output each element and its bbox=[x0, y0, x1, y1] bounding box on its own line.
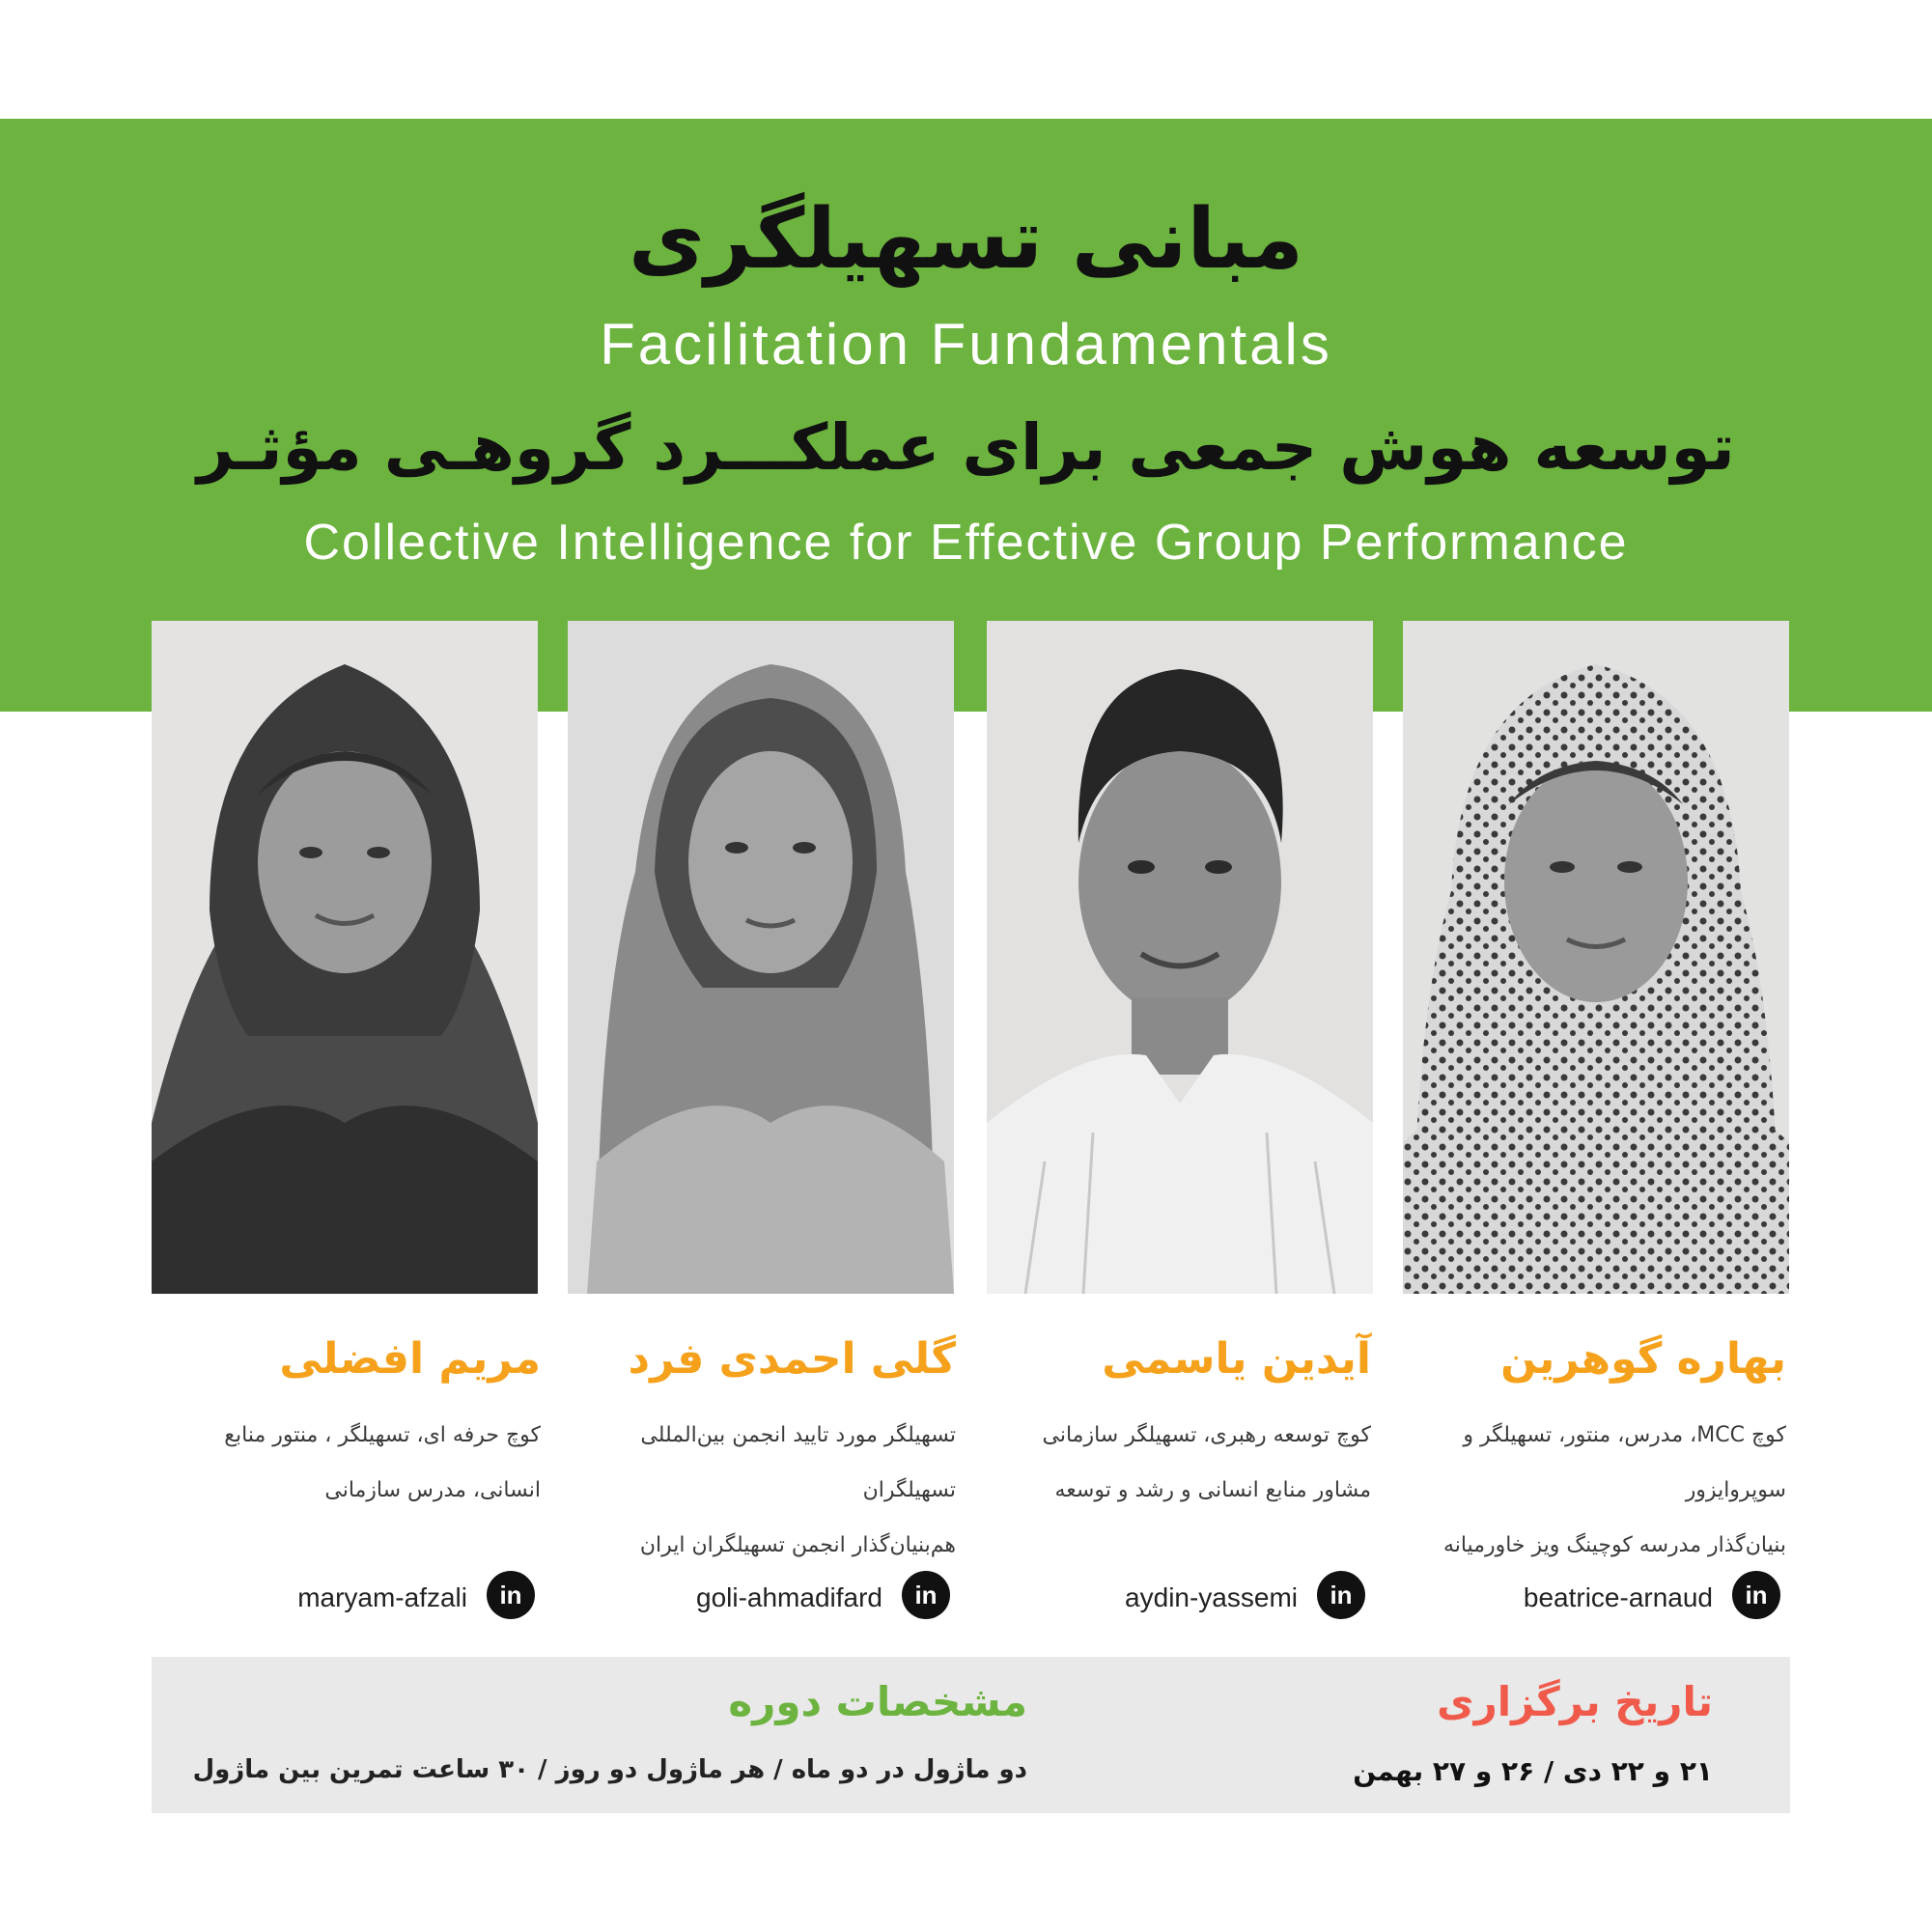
linkedin-icon[interactable]: in bbox=[1317, 1571, 1365, 1619]
person-name-maryam: مریم افضلی bbox=[279, 1334, 541, 1384]
bio-line: مشاور منابع انسانی و رشد و توسعه bbox=[1054, 1478, 1371, 1502]
title-persian: مبانی تسهیلگری bbox=[628, 191, 1303, 288]
person-name-goli: گلی احمدی فرد bbox=[628, 1334, 956, 1384]
subtitle-english: Collective Intelligence for Effective Group Performance bbox=[303, 515, 1629, 571]
bio-line: بنیان‌گذار مدرسه کوچینگ ویز خاورمیانه bbox=[1442, 1533, 1786, 1557]
bio-line: سوپروایزور bbox=[1685, 1478, 1786, 1502]
person-bio-maryam bbox=[145, 1408, 541, 1518]
linkedin-icon[interactable]: in bbox=[1732, 1571, 1780, 1619]
date-value: ۲۱ و ۲۲ دی / ۲۶ و ۲۷ بهمن bbox=[1353, 1755, 1713, 1787]
linkedin-handle[interactable]: aydin-yassemi bbox=[1125, 1582, 1298, 1612]
linkedin-link-goli[interactable] bbox=[560, 1571, 956, 1625]
portrait-woman-scarf-icon bbox=[152, 621, 538, 1294]
portrait-man-icon bbox=[987, 621, 1373, 1294]
portrait-photo-bahareh bbox=[1403, 621, 1789, 1294]
bio-line: کوچ حرفه ای، تسهیلگر ، منتور منابع bbox=[224, 1423, 541, 1447]
person-name-aydin: آیدین یاسمی bbox=[1102, 1334, 1371, 1384]
portrait-woman-scarf-icon bbox=[1403, 621, 1789, 1294]
subtitle-persian: توسعه هوش جمعی برای عملکـــرد گروهـی مؤثـر bbox=[197, 410, 1735, 485]
linkedin-link-maryam[interactable] bbox=[145, 1571, 541, 1625]
linkedin-link-aydin[interactable] bbox=[975, 1571, 1371, 1625]
linkedin-handle[interactable]: beatrice-arnaud bbox=[1523, 1582, 1713, 1612]
bio-line: تسهیلگر مورد تایید انجمن بین‌المللی bbox=[640, 1423, 956, 1447]
bio-line: هم‌بنیان‌گذار انجمن تسهیلگران ایران bbox=[639, 1533, 956, 1557]
bio-line: تسهیلگران bbox=[862, 1478, 956, 1502]
portrait-photo-goli bbox=[568, 621, 954, 1294]
person-bio-bahareh bbox=[1390, 1408, 1786, 1573]
linkedin-icon[interactable]: in bbox=[902, 1571, 950, 1619]
linkedin-link-bahareh[interactable] bbox=[1390, 1571, 1786, 1625]
course-spec-heading: مشخصات دوره bbox=[728, 1678, 1027, 1725]
bio-line: کوچ MCC، مدرس، منتور، تسهیلگر و bbox=[1463, 1423, 1786, 1447]
person-bio-aydin bbox=[975, 1408, 1371, 1518]
portrait-woman-scarf-icon bbox=[568, 621, 954, 1294]
linkedin-handle[interactable]: maryam-afzali bbox=[297, 1582, 467, 1612]
linkedin-icon[interactable]: in bbox=[487, 1571, 535, 1619]
course-info-box bbox=[152, 1657, 1790, 1813]
title-english: Facilitation Fundamentals bbox=[600, 312, 1332, 377]
person-bio-goli bbox=[560, 1408, 956, 1573]
date-heading: تاریخ برگزاری bbox=[1437, 1678, 1713, 1725]
bio-line: انسانی، مدرس سازمانی bbox=[324, 1478, 541, 1502]
course-spec-value: دو ماژول در دو ماه / هر ماژول دو روز / ۳۰ ساعت تمرین بین ماژول bbox=[192, 1755, 1027, 1784]
bio-line: کوچ توسعه رهبری، تسهیلگر سازمانی bbox=[1042, 1423, 1371, 1447]
portrait-photo-aydin bbox=[987, 621, 1373, 1294]
linkedin-handle[interactable]: goli-ahmadifard bbox=[696, 1582, 882, 1612]
portrait-photo-maryam bbox=[152, 621, 538, 1294]
person-name-bahareh: بهاره گوهرین bbox=[1500, 1334, 1786, 1384]
